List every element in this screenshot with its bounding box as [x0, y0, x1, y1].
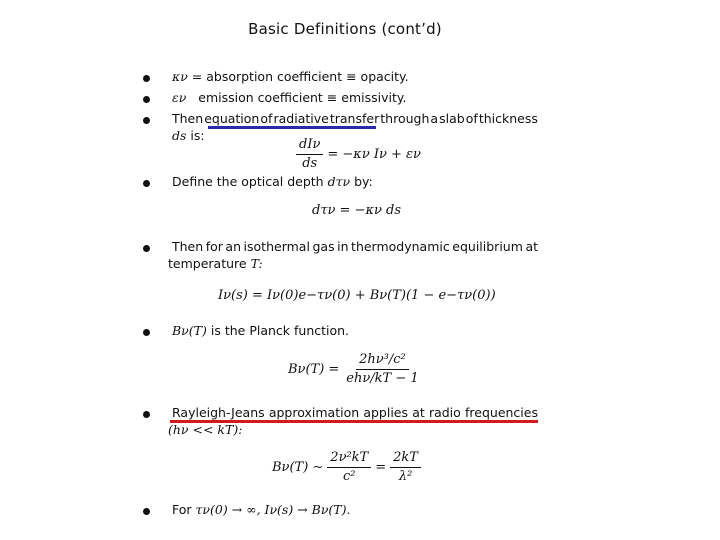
optical-depth-equation: dτν = −κν ds [312, 203, 402, 218]
bullet-rayleigh-line1: Rayleigh-Jeans approximation applies at radio frequencies [172, 405, 538, 420]
bullet-dot [143, 75, 150, 82]
epsilon-symbol: εν [172, 90, 187, 105]
slide-title: Basic Definitions (cont’d) [248, 20, 442, 38]
absorption-text: = absorption coefficient ≡ opacity. [191, 69, 409, 84]
kappa-symbol: κν [172, 69, 188, 84]
bullet-rayleigh-line2: (hν << kT): [168, 422, 243, 437]
bullet-absorption [172, 68, 409, 85]
emission-text: emission coefficient ≡ emissivity. [198, 90, 407, 105]
bullet-optical-depth: Define the optical depth dτν by: [172, 174, 373, 189]
bullet-planck: Bν(T) is the Planck function. [172, 323, 350, 338]
bullet-dot [143, 329, 150, 336]
bullet-dot [143, 245, 150, 252]
isothermal-equation: Iν(s) = Iν(0)e−τν(0) + Bν(T)(1 − e−τν(0)) [218, 288, 496, 303]
planck-equation: Bν(T) = $\frac{\text{2hν³/c²}}{\text{ehν/kT − 1}}$ [288, 352, 419, 386]
transfer-equation: $\frac{\text{dIν}}{ds}$ = −κν Iν + εν [292, 137, 421, 172]
bullet-dot [143, 411, 150, 418]
bullet-dot [143, 117, 150, 124]
bullet-dot [143, 96, 150, 103]
bullet-dot [143, 180, 150, 187]
bullet-emission [172, 89, 406, 106]
rayleigh-jeans-equation: Bν(T) ∼ $\frac{\text{2ν²kT}}{\text{c²}}$ = $\frac{2kT}{\text{λ²}}$ [272, 450, 425, 485]
bullet-transfer-line2: ds is: [172, 128, 205, 143]
bullet-isothermal-line1: Then for an isothermal gas in thermodynamic equilibrium at [172, 239, 538, 254]
bullet-transfer-line1: Then equation of radiative transfer through a slab of thickness [172, 111, 538, 126]
bullet-dot [143, 508, 150, 515]
blue-underline [208, 126, 376, 129]
bullet-isothermal-line2: temperature T: [168, 256, 263, 271]
bullet-limit: For τν(0) → ∞, Iν(s) → Bν(T). [172, 502, 351, 517]
